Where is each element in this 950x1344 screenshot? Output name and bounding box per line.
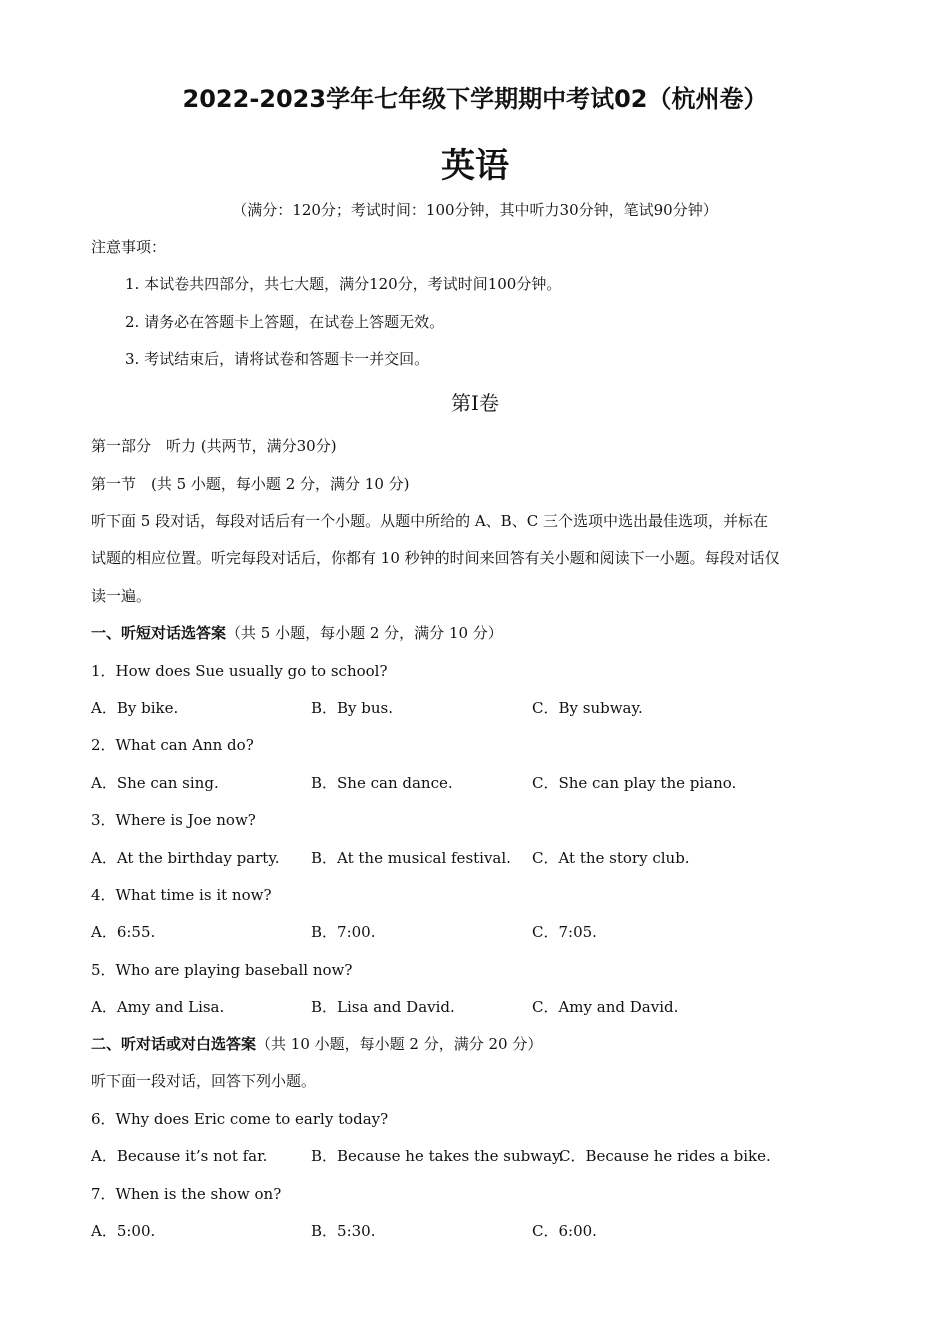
section-one-heading-bold: 一、听短对话选答案 <box>91 624 227 642</box>
option-b: B．Because he takes the subway. <box>311 1147 564 1165</box>
option-b: B．She can dance. <box>311 774 453 792</box>
section-heading: 第一节 (共 5 小题，每小题 2 分，满分 10 分) <box>91 475 410 493</box>
option-b: B．At the musical festival. <box>311 849 511 867</box>
exam-title: 2022-2023学年七年级下学期期中考试02（杭州卷） <box>182 85 768 113</box>
instructions-line: 听下面 5 段对话，每段对话后有一个小题。从题中所给的 A、B、C 三个选项中选出最佳选项，并标在 <box>91 512 768 530</box>
option-a: A．At the birthday party. <box>91 849 280 867</box>
exam-info: （满分：120分；考试时间：100分钟，其中听力30分钟，笔试90分钟） <box>232 201 718 219</box>
option-a: A．By bike. <box>91 699 179 717</box>
question-text: 4．What time is it now? <box>91 886 272 904</box>
option-b: B．By bus. <box>311 699 394 717</box>
section-two-intro: 听下面一段对话，回答下列小题。 <box>91 1072 317 1090</box>
option-c: C．By subway. <box>532 699 643 717</box>
question-text: 6．Why does Eric come to early today? <box>91 1110 389 1128</box>
option-c: C．She can play the piano. <box>532 774 737 792</box>
instructions-line: 试题的相应位置。听完每段对话后，你都有 10 秒钟的时间来回答有关小题和阅读下一小题。每段对话仅 <box>91 549 780 567</box>
option-c: C．At the story club. <box>532 849 690 867</box>
option-b: B．7:00. <box>311 923 376 941</box>
option-c: C．Amy and David. <box>532 998 679 1016</box>
note-item: 3. 考试结束后，请将试卷和答题卡一并交回。 <box>125 350 430 368</box>
notes-heading: 注意事项： <box>91 238 167 256</box>
section-two-heading <box>91 1034 542 1054</box>
option-a: A．She can sing. <box>91 774 219 792</box>
question-text: 1．How does Sue usually go to school? <box>91 662 388 680</box>
option-c: C．6:00. <box>532 1222 597 1240</box>
option-a: A．Amy and Lisa. <box>91 998 225 1016</box>
section-one-heading <box>91 623 503 643</box>
option-b: B．Lisa and David. <box>311 998 455 1016</box>
question-text: 3．Where is Joe now? <box>91 811 256 829</box>
part-heading: 第一部分 听力 (共两节，满分30分) <box>91 437 337 455</box>
subject-title: 英语 <box>441 146 509 186</box>
option-b: B．5:30. <box>311 1222 376 1240</box>
note-item: 2. 请务必在答题卡上答题，在试卷上答题无效。 <box>125 313 445 331</box>
option-c: C．Because he rides a bike. <box>559 1147 771 1165</box>
note-item: 1. 本试卷共四部分，共七大题，满分120分，考试时间100分钟。 <box>125 275 562 293</box>
option-a: A．6:55. <box>91 923 156 941</box>
option-a: A．Because it’s not far. <box>91 1147 268 1165</box>
question-text: 2．What can Ann do? <box>91 736 254 754</box>
section-two-heading-rest: （共 10 小题，每小题 2 分，满分 20 分） <box>256 1035 543 1053</box>
option-a: A．5:00. <box>91 1222 156 1240</box>
instructions-line: 读一遍。 <box>91 587 152 605</box>
section-two-heading-bold: 二、听对话或对白选答案 <box>91 1035 257 1053</box>
question-text: 7．When is the show on? <box>91 1185 282 1203</box>
question-text: 5．Who are playing baseball now? <box>91 961 353 979</box>
option-c: C．7:05. <box>532 923 597 941</box>
volume-title: 第I卷 <box>451 391 499 415</box>
section-one-heading-rest: （共 5 小题，每小题 2 分，满分 10 分） <box>226 624 503 642</box>
